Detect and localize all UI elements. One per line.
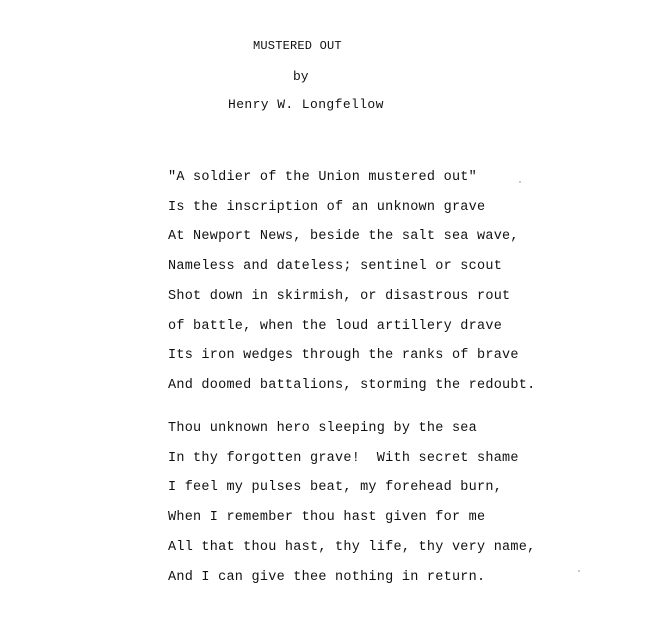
poem-line: At Newport News, beside the salt sea wave, xyxy=(168,229,519,245)
poem-line: Shot down in skirmish, or disastrous rout xyxy=(168,288,511,304)
poem-line: Nameless and dateless; sentinel or scout xyxy=(168,259,503,275)
paper-speck xyxy=(519,181,521,183)
poem-line: I feel my pulses beat, my forehead burn, xyxy=(168,480,503,496)
stanza-1 xyxy=(168,163,535,401)
poem-line: And doomed battalions, storming the redoubt. xyxy=(168,377,536,393)
poem-line: Its iron wedges through the ranks of brave xyxy=(168,348,519,364)
poem-line: Is the inscription of an unknown grave xyxy=(168,199,486,215)
poem-line: "A soldier of the Union mustered out" xyxy=(168,170,477,185)
stanza-2 xyxy=(168,414,535,592)
poem-line: Thou unknown hero sleeping by the sea xyxy=(168,421,477,436)
byline-by: by xyxy=(293,69,309,84)
poem-line: When I remember thou hast given for me xyxy=(168,510,486,526)
poem-title: MUSTERED OUT xyxy=(253,39,342,53)
poem-line: And I can give thee nothing in return. xyxy=(168,569,486,585)
poem-line: of battle, when the loud artillery drave xyxy=(168,318,503,334)
poem-line: In thy forgotten grave! With secret shame xyxy=(168,450,519,466)
poem-author: Henry W. Longfellow xyxy=(228,97,384,112)
paper-speck xyxy=(578,570,580,572)
poem-line: All that thou hast, thy life, thy very name, xyxy=(168,539,536,555)
